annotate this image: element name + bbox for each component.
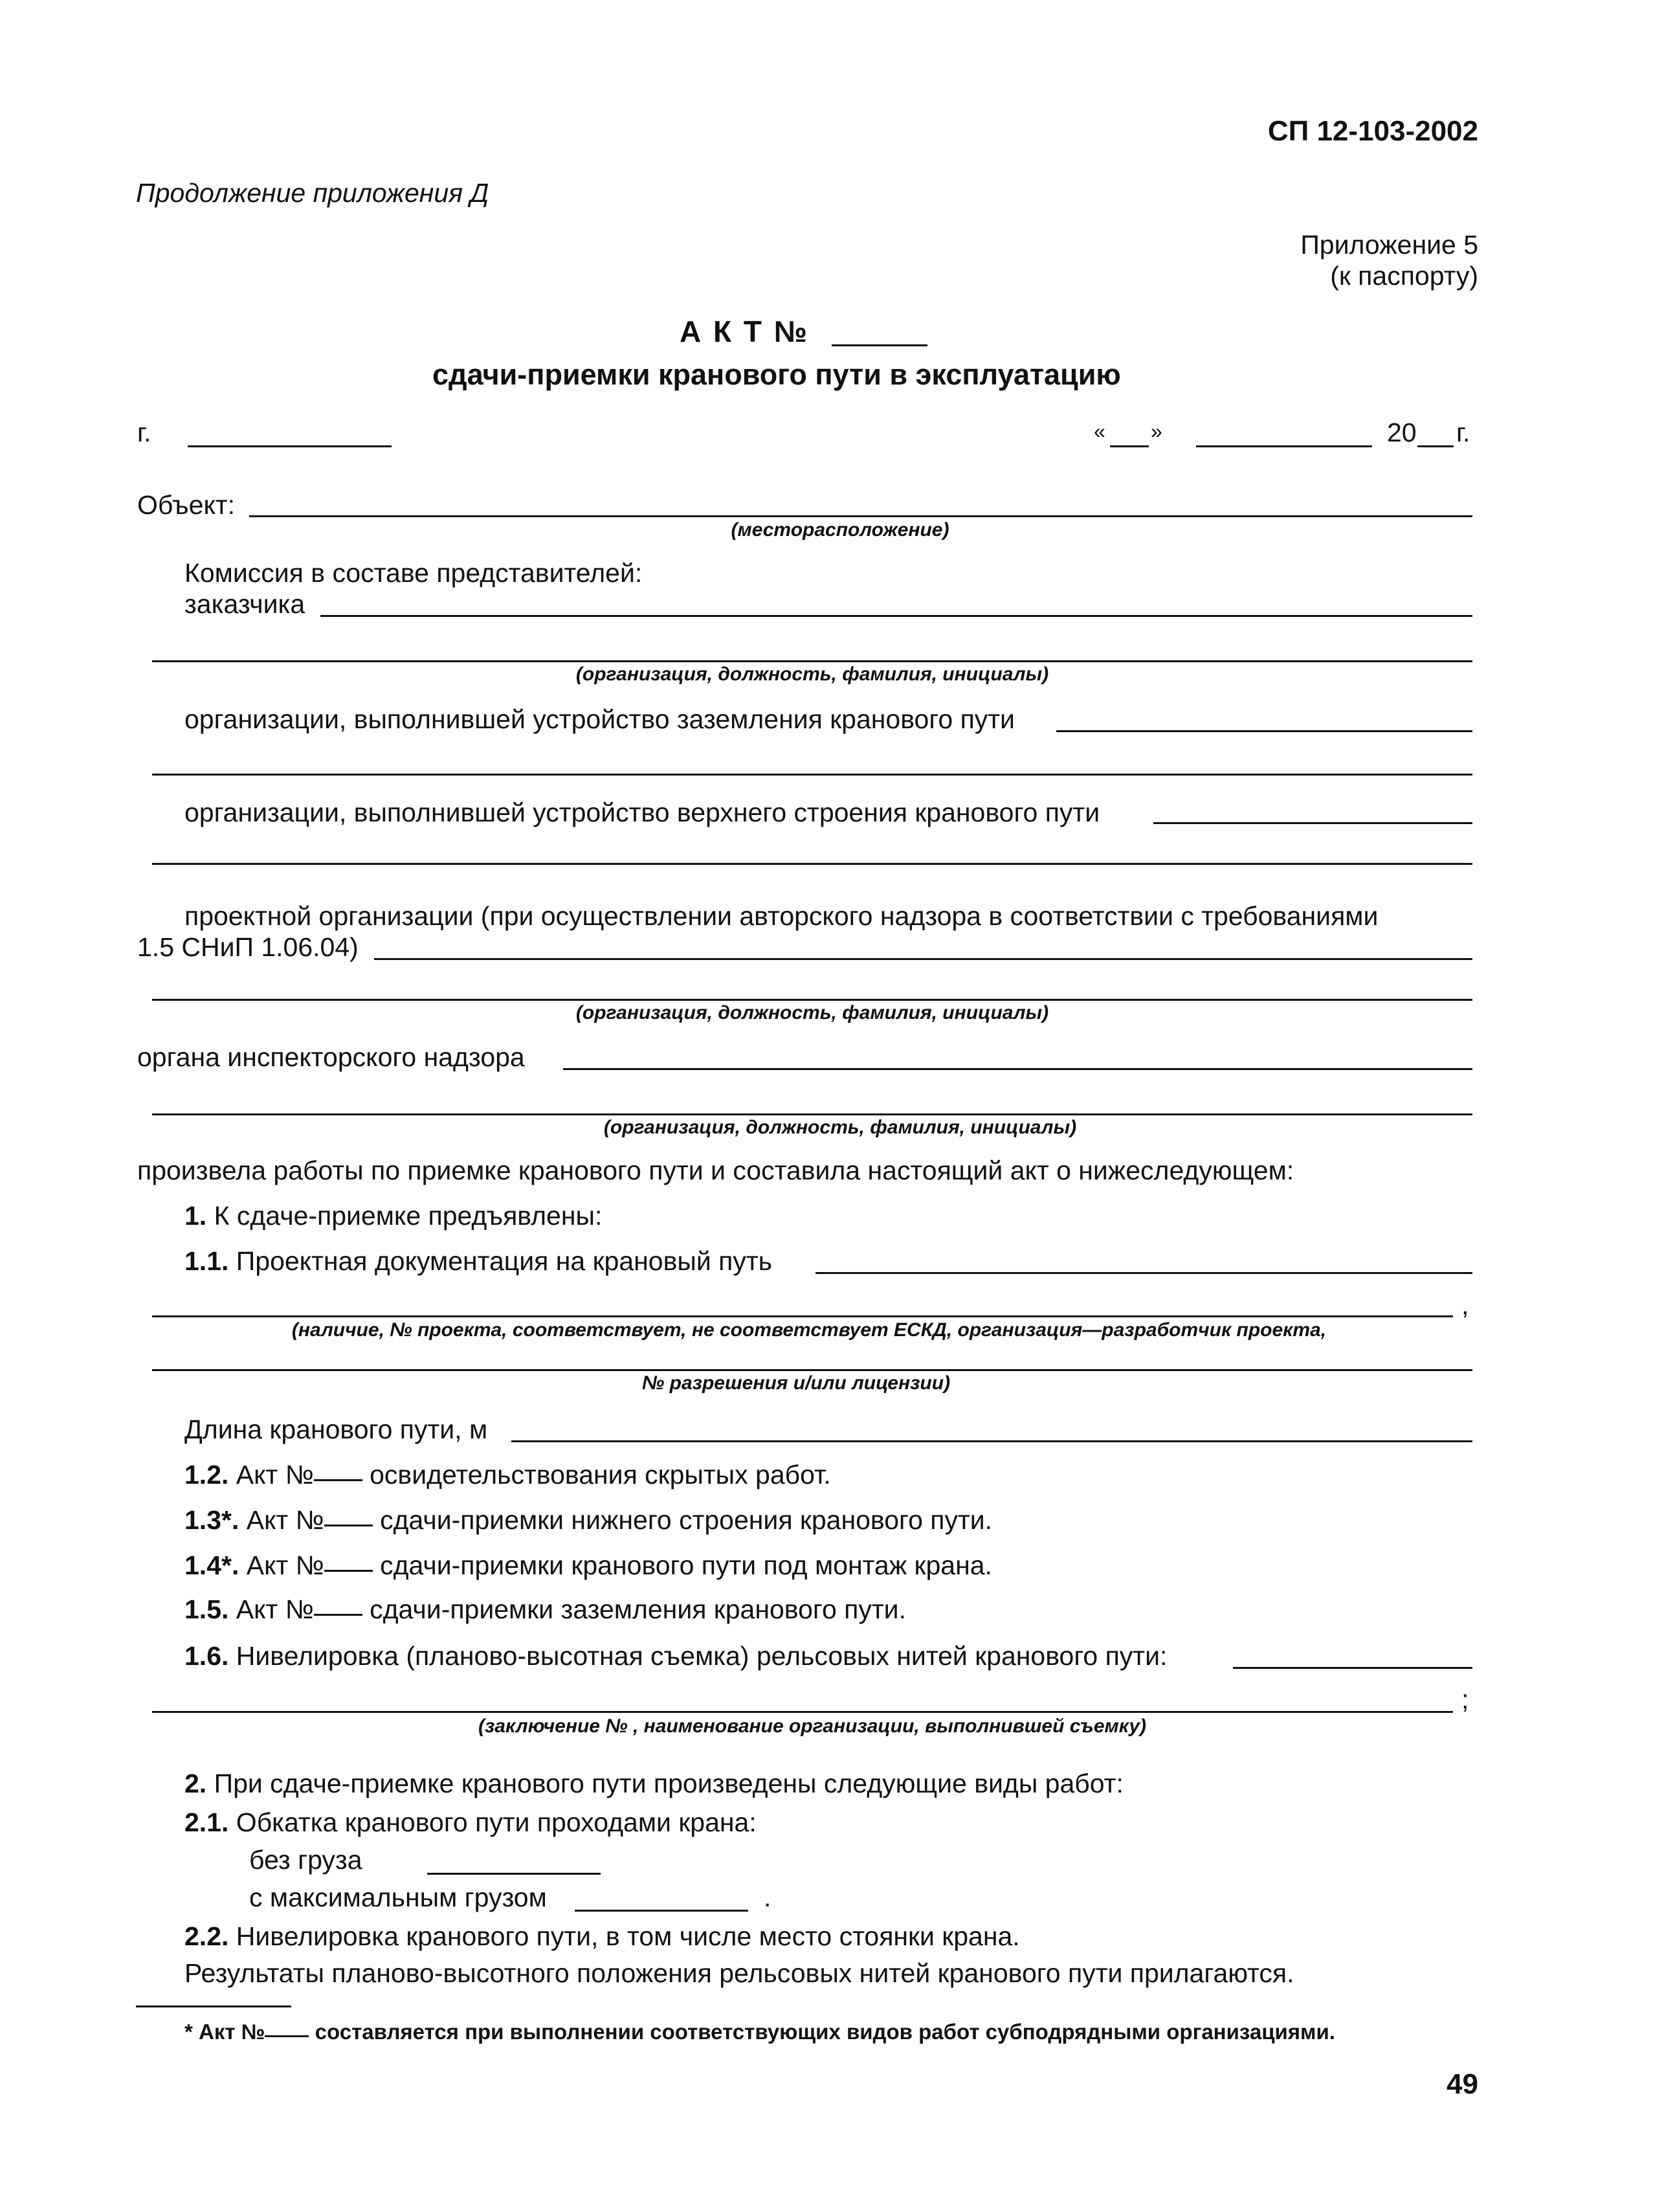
length-label: Длина кранового пути, м — [184, 1414, 488, 1444]
grounding-org-field[interactable] — [1056, 730, 1472, 732]
item-2-2 — [184, 1921, 1020, 1952]
act-subtitle: сдачи-приемки кранового пути в эксплуатацию — [432, 358, 1121, 391]
inspection-org-label: органа инспекторского надзора — [137, 1042, 525, 1072]
item-2-2-number: 2.2. — [184, 1921, 229, 1951]
quote-close: » — [1151, 419, 1162, 443]
no-load-field[interactable] — [427, 1873, 601, 1875]
footnote-star: * Акт № — [184, 2020, 265, 2044]
day-field[interactable] — [1110, 445, 1149, 447]
act-title: А К Т № — [680, 315, 810, 348]
item-2-number: 2. — [184, 1769, 207, 1798]
customer-field-2[interactable] — [152, 660, 1472, 662]
grounding-org-field-2[interactable] — [152, 774, 1472, 776]
project-doc-field[interactable] — [815, 1272, 1472, 1274]
design-org-field-2[interactable] — [152, 999, 1472, 1001]
inspection-org-caption: (организация, должность, фамилия, инициалы) — [603, 1117, 1077, 1138]
footnote — [184, 2020, 1335, 2044]
item-1-4-act-number-field[interactable] — [324, 1570, 373, 1572]
inspection-org-field[interactable] — [563, 1068, 1472, 1070]
project-doc-caption-2: № разрешения и/или лицензии) — [641, 1372, 951, 1394]
appendix-note: (к паспорту) — [1330, 261, 1478, 291]
customer-label: заказчика — [184, 589, 305, 619]
item-1-text: К сдаче-приемке предъявлены: — [214, 1201, 603, 1231]
item-1-5-act: Акт № — [236, 1594, 314, 1624]
item-1-4-number: 1.4*. — [184, 1550, 239, 1580]
item-1-3-act-number-field[interactable] — [324, 1525, 373, 1526]
item-1-4-text: сдачи-приемки кранового пути под монтаж крана. — [380, 1550, 992, 1580]
city-field[interactable] — [188, 445, 392, 447]
design-org-label-1: проектной организации (при осуществлении авторского надзора в соответствии с требованиями — [184, 901, 1379, 931]
upper-org-field[interactable] — [1153, 822, 1472, 824]
inspection-org-field-2[interactable] — [152, 1113, 1472, 1115]
year-field[interactable] — [1417, 445, 1454, 447]
item-1-1 — [184, 1246, 772, 1277]
item-1-2 — [184, 1460, 831, 1490]
max-load-label: с максимальным грузом — [249, 1882, 547, 1912]
item-2 — [184, 1769, 1124, 1799]
item-1-3-text: сдачи-приемки нижнего строения кранового пути. — [380, 1505, 993, 1535]
year-suffix: г. — [1456, 418, 1470, 447]
item-1-2-number: 1.2. — [184, 1460, 229, 1490]
item-1-1-number: 1.1. — [184, 1246, 229, 1276]
commission-intro: Комиссия в составе представителей: — [184, 558, 643, 588]
footnote-act-number-field[interactable] — [265, 2035, 309, 2037]
quote-open: « — [1094, 419, 1105, 443]
item-2-2-text: Нивелировка кранового пути, в том числе место стоянки крана. — [236, 1921, 1020, 1951]
item-1-5-number: 1.5. — [184, 1594, 229, 1624]
object-caption: (месторасположение) — [731, 519, 949, 541]
item-1-4-act: Акт № — [246, 1550, 324, 1580]
item-1-6-number: 1.6. — [184, 1641, 229, 1671]
document-code: СП 12-103-2002 — [1267, 115, 1478, 147]
results-text: Результаты планово-высотного положения рельсовых нитей кранового пути прилагаются. — [184, 1958, 1294, 1988]
customer-caption: (организация, должность, фамилия, инициалы) — [575, 664, 1049, 685]
object-label: Объект: — [137, 490, 236, 520]
grounding-org-label: организации, выполнившей устройство заземления кранового пути — [184, 704, 1015, 734]
footnote-text: составляется при выполнении соответствующих видов работ субподрядными организациями. — [315, 2020, 1335, 2044]
item-1-3-act: Акт № — [246, 1505, 324, 1535]
no-load-label: без груза — [249, 1845, 362, 1875]
max-load-field[interactable] — [575, 1910, 748, 1912]
survey-field-2[interactable] — [152, 1711, 1453, 1713]
survey-field[interactable] — [1233, 1667, 1472, 1669]
continuation-note: Продолжение приложения Д — [136, 178, 489, 208]
length-field[interactable] — [511, 1440, 1472, 1442]
item-1-3 — [184, 1505, 992, 1536]
survey-caption: (заключение № , наименование организации, выполнившей съемку) — [478, 1715, 1146, 1737]
item-1-6-text: Нивелировка (планово-высотная съемка) рельсовых нитей кранового пути: — [236, 1641, 1168, 1671]
item-1-2-text: освидетельствования скрытых работ. — [370, 1460, 831, 1490]
design-org-field[interactable] — [374, 958, 1472, 960]
footnote-divider — [136, 2005, 291, 2007]
item-2-1 — [184, 1807, 757, 1838]
item-2-text: При сдаче-приемке кранового пути произведены следующие виды работ: — [214, 1769, 1124, 1798]
item-2-1-number: 2.1. — [184, 1807, 229, 1837]
item-1-2-act: Акт № — [236, 1460, 314, 1490]
item-1-5-act-number-field[interactable] — [314, 1614, 362, 1616]
item-1-4 — [184, 1550, 992, 1581]
item-1-5 — [184, 1594, 906, 1625]
city-prefix: г. — [137, 418, 151, 447]
project-doc-field-3[interactable] — [152, 1369, 1472, 1371]
project-doc-field-2[interactable] — [152, 1315, 1453, 1317]
object-field[interactable] — [249, 515, 1472, 517]
design-org-caption: (организация, должность, фамилия, инициалы) — [575, 1002, 1049, 1023]
page-number: 49 — [1447, 2068, 1478, 2100]
item-1-6 — [184, 1641, 1167, 1671]
item-2-1-text: Обкатка кранового пути проходами крана: — [236, 1807, 757, 1837]
item-1 — [184, 1201, 602, 1231]
project-doc-caption-1: (наличие, № проекта, соответствует, не соответствует ЕСКД, организация—разработчик проекта, — [291, 1319, 1327, 1341]
upper-org-field-2[interactable] — [152, 863, 1472, 865]
item-1-1-text: Проектная документация на крановый путь — [236, 1246, 772, 1276]
year-prefix: 20 — [1387, 418, 1417, 447]
performed-text: произвела работы по приемке кранового пути и составила настоящий акт о нижеследующем: — [137, 1156, 1294, 1185]
act-number-field[interactable] — [832, 344, 927, 346]
design-org-label-2: 1.5 СНиП 1.06.04) — [137, 932, 359, 962]
appendix-label: Приложение 5 — [1300, 230, 1478, 260]
item-1-5-text: сдачи-приемки заземления кранового пути. — [370, 1594, 906, 1624]
item-1-number: 1. — [184, 1201, 207, 1231]
customer-field[interactable] — [320, 615, 1472, 617]
upper-org-label: организации, выполнившей устройство верхнего строения кранового пути — [184, 798, 1100, 827]
item-1-3-number: 1.3*. — [184, 1505, 239, 1535]
item-1-2-act-number-field[interactable] — [314, 1479, 362, 1481]
month-field[interactable] — [1196, 445, 1372, 447]
